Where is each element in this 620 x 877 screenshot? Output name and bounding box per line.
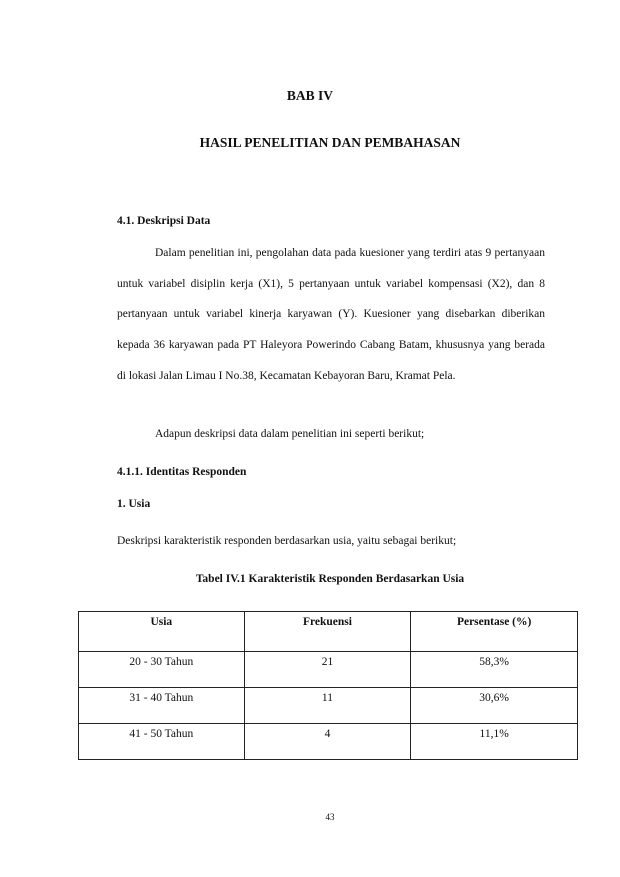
table-cell: 31 - 40 Tahun: [79, 688, 245, 724]
table-header-cell: Usia: [79, 612, 245, 652]
table-row: [79, 652, 578, 688]
table-cell: 11: [244, 688, 411, 724]
table-cell: 41 - 50 Tahun: [79, 724, 245, 760]
body-paragraph: Dalam penelitian ini, pengolahan data pada kuesioner yang terdiri atas 9 pertanyaan untuk variabel disiplin kerja (X1), 5 pertanyaan untuk variabel kompensasi (X2), dan 8 pertanyaan untuk variabel kinerja karyawan (Y). Kuesioner yang disebarkan diberikan kepada 36 karyawan pada PT Haleyora Powerindo Cabang Batam, khususnya yang berada di lokasi Jalan Limau I No.38, Kecamatan Kebayoran Baru, Kramat Pela.: [117, 247, 545, 382]
table-caption: Tabel IV.1 Karakteristik Responden Berdasarkan Usia: [195, 573, 465, 585]
item-heading: 1. Usia: [117, 498, 151, 510]
table-cell: 21: [244, 652, 411, 688]
lead-text: Deskripsi karakteristik responden berdasarkan usia, yaitu sebagai berikut;: [117, 535, 457, 547]
table-row: [79, 724, 578, 760]
page-number: 43: [325, 812, 335, 822]
respondent-age-table: [78, 611, 578, 760]
table-header-cell: Persentase (%): [411, 612, 578, 652]
table-header-cell: Frekuensi: [244, 612, 411, 652]
table-cell: 20 - 30 Tahun: [79, 652, 245, 688]
body-paragraph-2: Adapun deskripsi data dalam penelitian ini seperti berikut;: [155, 428, 425, 440]
table-row: [79, 688, 578, 724]
table-header-row: [79, 612, 578, 652]
table-cell: 4: [244, 724, 411, 760]
table-cell: 30,6%: [411, 688, 578, 724]
chapter-title: HASIL PENELITIAN DAN PEMBAHASAN: [199, 135, 461, 150]
subsection-heading: 4.1.1. Identitas Responden: [117, 466, 247, 478]
section-heading: 4.1. Deskripsi Data: [117, 215, 211, 227]
table-cell: 58,3%: [411, 652, 578, 688]
table-cell: 11,1%: [411, 724, 578, 760]
chapter-label: BAB IV: [286, 88, 334, 103]
